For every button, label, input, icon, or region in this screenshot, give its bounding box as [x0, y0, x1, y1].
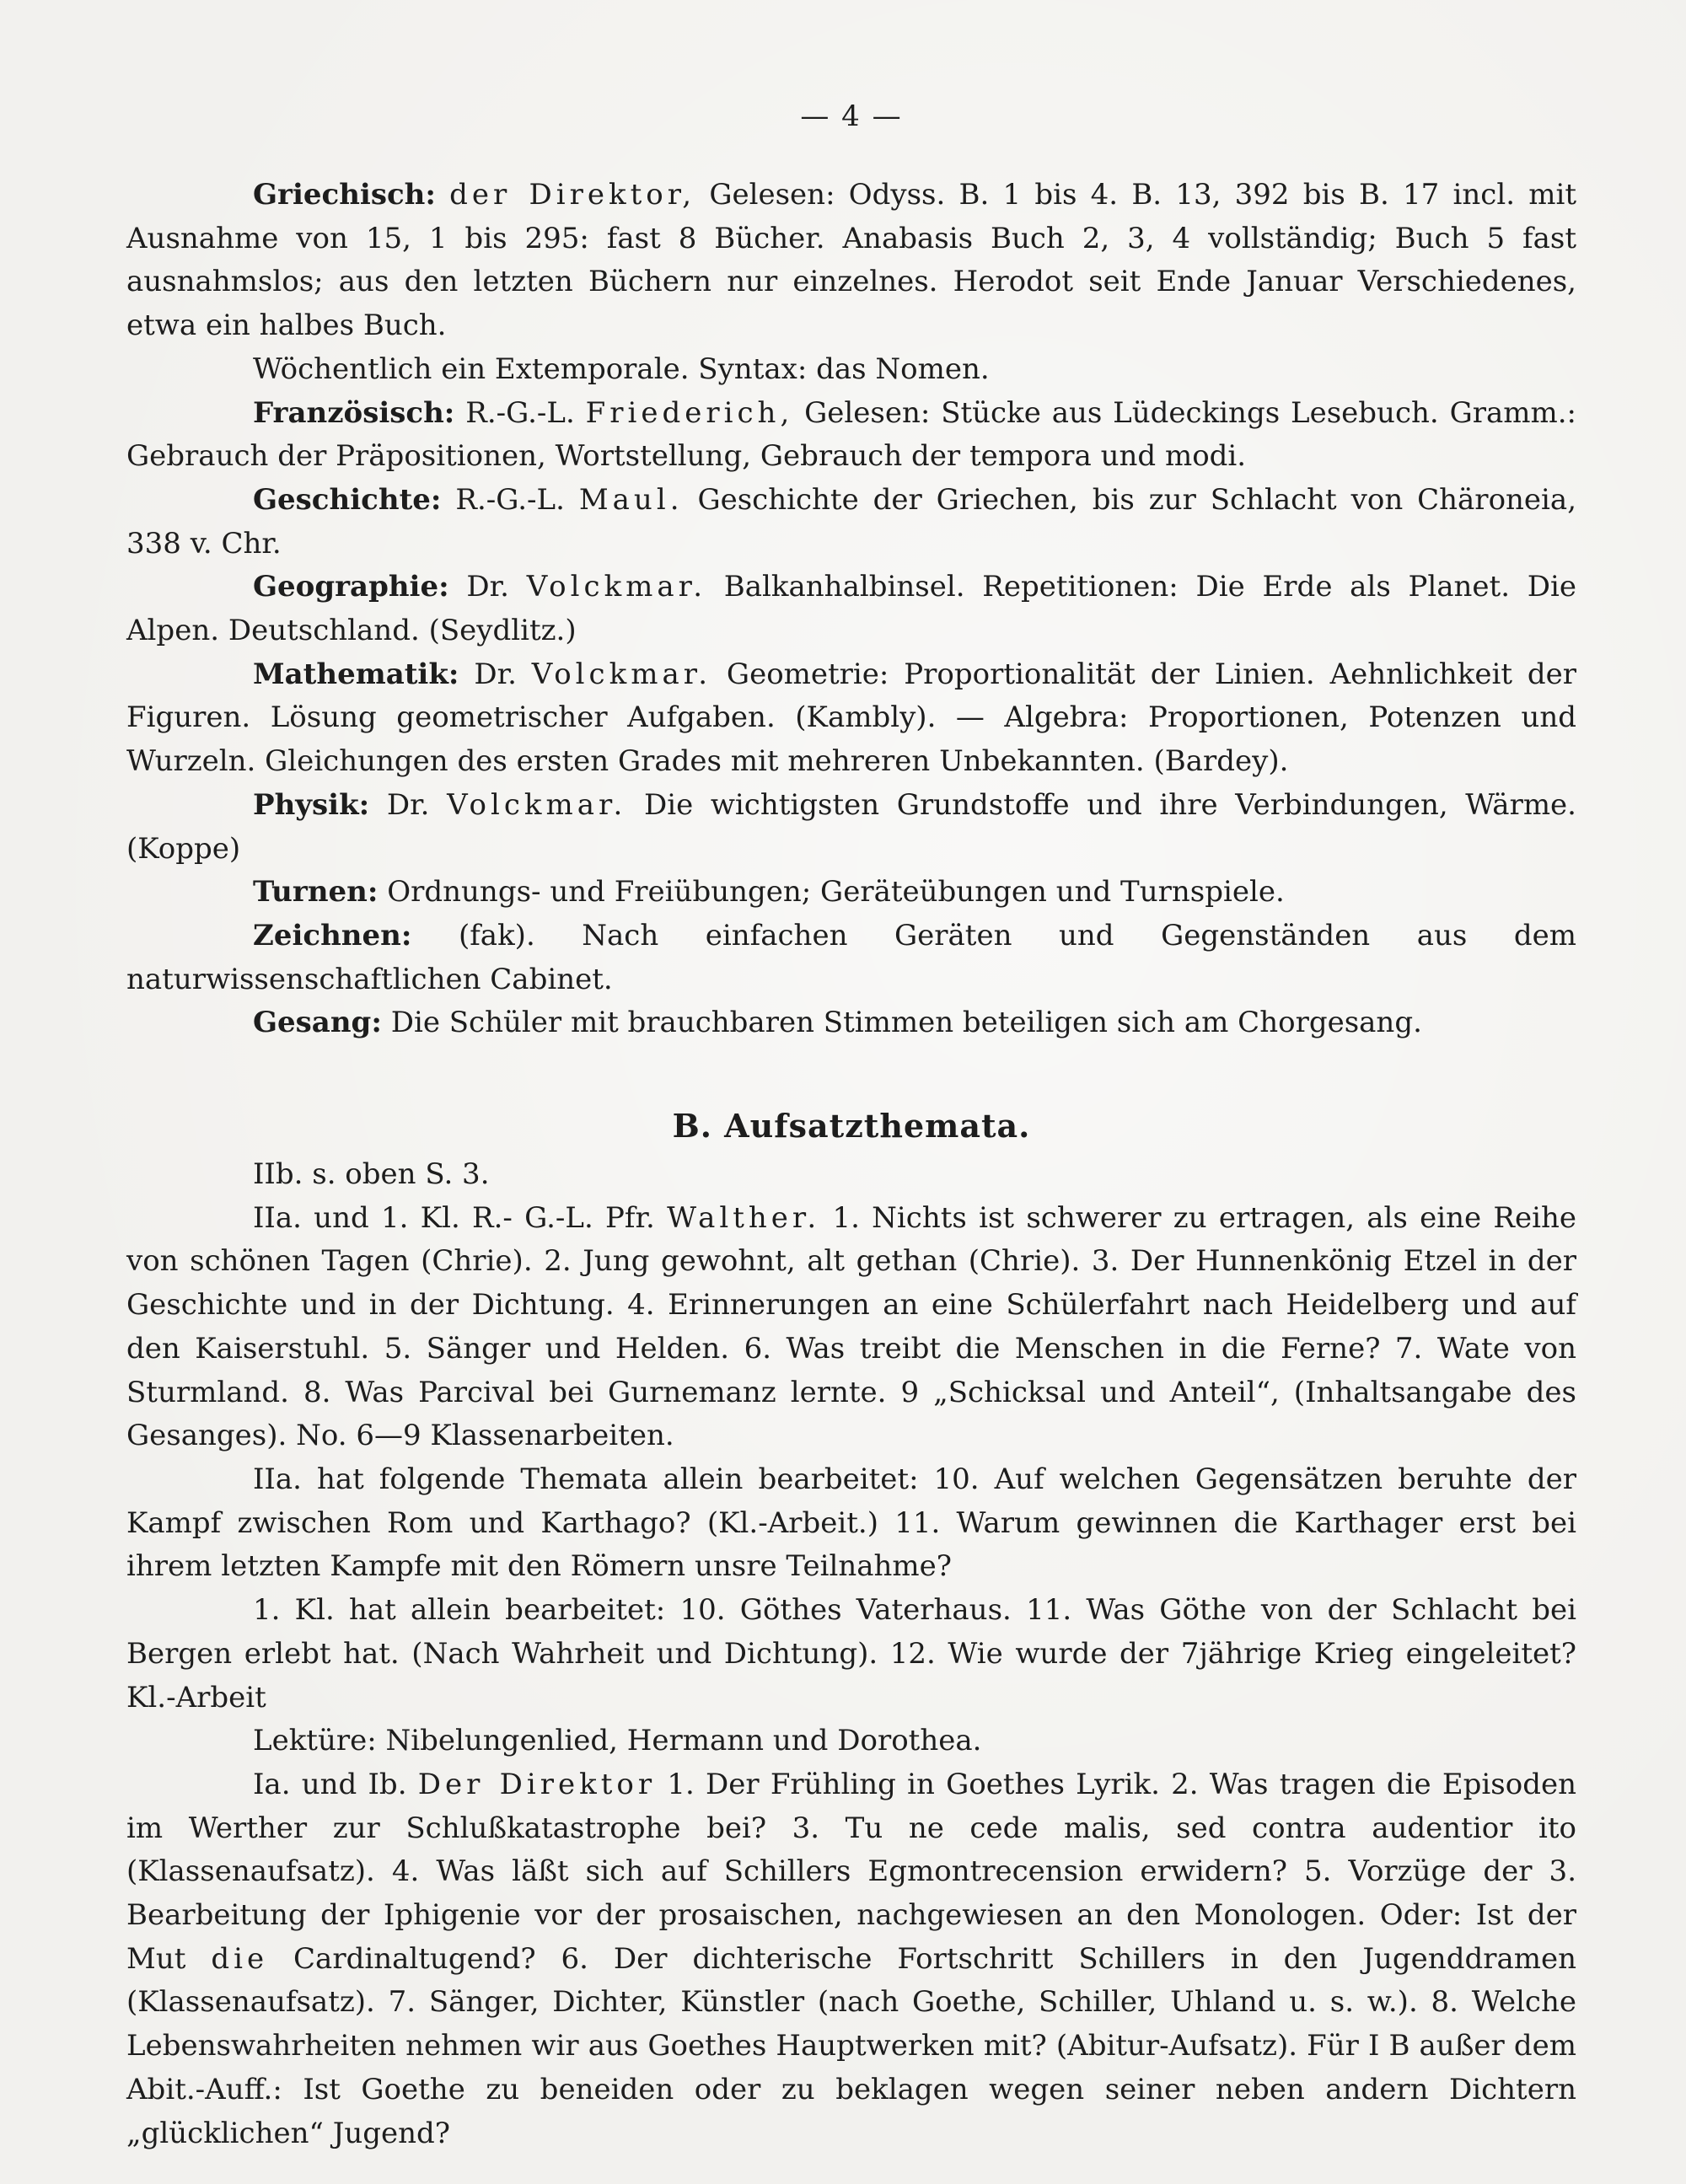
paragraph-text: Ordnungs- und Freiübungen; Geräteübungen und Turnspiele. [387, 875, 1285, 910]
paragraph-text: IIb. s. oben S. 3. [253, 1157, 490, 1192]
paragraph-text: Geometrie: Proportionalität der Linien. Aehnlichkeit der Figuren. Lösung geometrischer Aufgaben. (Kambly). — Algebra: Proportionen, Potenzen und Wurzeln. Gleichungen des ersten Grades mit mehreren Unbekannten. (Bardey). [126, 657, 1576, 779]
subject-label: Französisch: [253, 395, 455, 430]
paragraph-text: Gelesen: Odyss. B. 1 bis 4. B. 13, 392 bis B. 17 incl. mit Ausnahme von 15, 1 bis 295: fast 8 Bücher. Anabasis Buch 2, 3, 4 vollständig; Buch 5 fast ausnahmslos; aus den letzten Büchern nur einzelnes. Herodot seit Ende Januar Verschiedenes, etwa ein halbes Buch. [126, 178, 1577, 343]
teacher-title: Dr. [386, 787, 430, 822]
emphasized-word: die [211, 1941, 269, 1976]
paragraph-ia-ib [126, 1763, 1576, 2155]
paragraph-gesang [126, 1001, 1576, 1045]
paragraph-zeichnen [126, 915, 1576, 1001]
paragraph-geographie [126, 566, 1576, 652]
subject-label: Zeichnen: [253, 918, 412, 952]
paragraph-franzoesisch [126, 392, 1576, 479]
class-label: Ia. und Ib. [253, 1767, 407, 1801]
teacher-name: Volckmar. [531, 657, 712, 691]
subject-label: Turnen: [253, 875, 379, 910]
paragraph-turnen [126, 871, 1576, 915]
paragraph-geschichte [126, 479, 1576, 566]
paragraph-iib [126, 1153, 1576, 1197]
paragraph-griechisch-extemporale [126, 348, 1576, 392]
class-label: IIa. und 1. Kl. [253, 1200, 460, 1235]
teacher-title: Dr. [466, 570, 509, 604]
paragraph-text: Wöchentlich ein Extemporale. Syntax: das Nomen. [253, 351, 990, 386]
teacher-name: der Direktor, [449, 178, 696, 212]
subject-label: Griechisch: [253, 178, 436, 212]
subject-label: Mathematik: [253, 657, 459, 691]
paragraph-griechisch [126, 174, 1576, 348]
paragraph-physik [126, 784, 1576, 871]
part-a-curriculum [126, 174, 1576, 1045]
teacher-title: R.-G.-L. [465, 395, 575, 430]
paragraph-1kl-allein [126, 1589, 1576, 1720]
subject-label: Physik: [253, 787, 370, 822]
paragraph-text: 1. Kl. hat allein bearbeitet: 10. Göthes Vaterhaus. 11. Was Göthe von der Schlacht bei Bergen erlebt hat. (Nach Wahrheit und Dichtung). 12. Wie wurde der 7jährige Krieg eingeleitet? Kl.-Arbeit [126, 1593, 1576, 1714]
teacher-name: Volckmar. [526, 570, 707, 604]
paragraph-iia-allein [126, 1458, 1576, 1589]
paragraph-mathematik [126, 653, 1576, 784]
paragraph-text: Lektüre: Nibelungenlied, Hermann und Dorothea. [253, 1724, 982, 1758]
teacher-title: R.-G.-L. [455, 482, 565, 517]
paragraph-text: Die Schüler mit brauchbaren Stimmen beteiligen sich am Chorgesang. [390, 1006, 1422, 1040]
paragraph-text: (fak). Nach einfachen Geräten und Gegenständen aus dem naturwissenschaftlichen Cabinet. [126, 918, 1576, 996]
teacher-name: Volckmar. [447, 787, 627, 822]
paragraph-text: Die wichtigsten Grundstoffe und ihre Verbindungen, Wärme. (Koppe) [126, 787, 1576, 866]
teacher-name: Der Direktor [417, 1767, 657, 1801]
paragraph-text: IIa. hat folgende Themata allein bearbeitet: 10. Auf welchen Gegensätzen beruhte der Kampf zwischen Rom und Karthago? (Kl.-Arbeit.) 11. Warum gewinnen die Karthager erst bei ihrem letzten Kampfe mit den Römern unsre Teilnahme? [126, 1462, 1576, 1584]
subject-label: Gesang: [253, 1006, 382, 1040]
paragraph-text: Cardinaltugend? 6. Der dichterische Fortschritt Schillers in den Jugenddramen (Klassenaufsatz). 7. Sänger, Dichter, Künstler (nach Goethe, Schiller, Uhland u. s. w.). 8. Welche Lebenswahrheiten nehmen wir aus Goethes Hauptwerken mit? (Abitur-Aufsatz). Für I B außer dem Abit.-Auff.: Ist Goethe zu beneiden oder zu beklagen wegen seiner neben andern Dichtern „glücklichen“ Jugend? [126, 1941, 1577, 2150]
subject-label: Geographie: [253, 570, 449, 604]
teacher-title: Dr. [474, 657, 517, 691]
subject-label: Geschichte: [253, 482, 442, 517]
section-heading-aufsatzthemata: B. Aufsatzthemata. [672, 1107, 1031, 1146]
paragraph-text: 1. Nichts ist schwerer zu ertragen, als eine Reihe von schönen Tagen (Chrie). 2. Jung gewohnt, alt gethan (Chrie). 3. Der Hunnenkönig Etzel in der Geschichte und in der Dichtung. 4. Erinnerungen an eine Schülerfahrt nach Heidelberg und auf den Kaiserstuhl. 5. Sänger und Helden. 6. Was treibt die Menschen in die Ferne? 7. Wate von Sturmland. 8. Was Parcival bei Gurnemanz lernte. 9 „Schicksal und Anteil“, (Inhaltsangabe des Gesanges). No. 6—9 Klassenarbeiten. [126, 1200, 1576, 1453]
paragraph-lektuere [126, 1720, 1576, 1763]
paragraph-text: Geschichte der Griechen, bis zur Schlacht von Chäroneia, 338 v. Chr. [126, 482, 1577, 561]
page-number: — 4 — [800, 99, 903, 133]
paragraph-text: Balkanhalbinsel. Repetitionen: Die Erde als Planet. Die Alpen. Deutschland. (Seydlitz.) [126, 570, 1577, 648]
teacher-name: Maul. [578, 482, 684, 517]
teacher-name: Friederich, [585, 395, 794, 430]
paragraph-text: 1. Der Frühling in Goethes Lyrik. 2. Was tragen die Episoden im Werther zur Schlußkatastrophe bei? 3. Tu ne cede malis, sed contra audentior ito (Klassenaufsatz). 4. Was läßt sich auf Schillers Egmontrecension erwidern? 5. Vorzüge der 3. Bearbeitung der Iphigenie vor der prosaischen, nachgewiesen an den Monologen. Oder: Ist der Mut [126, 1767, 1577, 1976]
paragraph-text: Gelesen: Stücke aus Lüdeckings Lesebuch. Gramm.: Gebrauch der Präpositionen, Wortstellung, Gebrauch der tempora und modi. [126, 395, 1576, 474]
teacher-name: Walther. [667, 1200, 821, 1235]
part-b-essay-topics [126, 1153, 1576, 2155]
paragraph-iia-1kl [126, 1197, 1576, 1458]
teacher-title: R.- G.-L. Pfr. [472, 1200, 655, 1235]
